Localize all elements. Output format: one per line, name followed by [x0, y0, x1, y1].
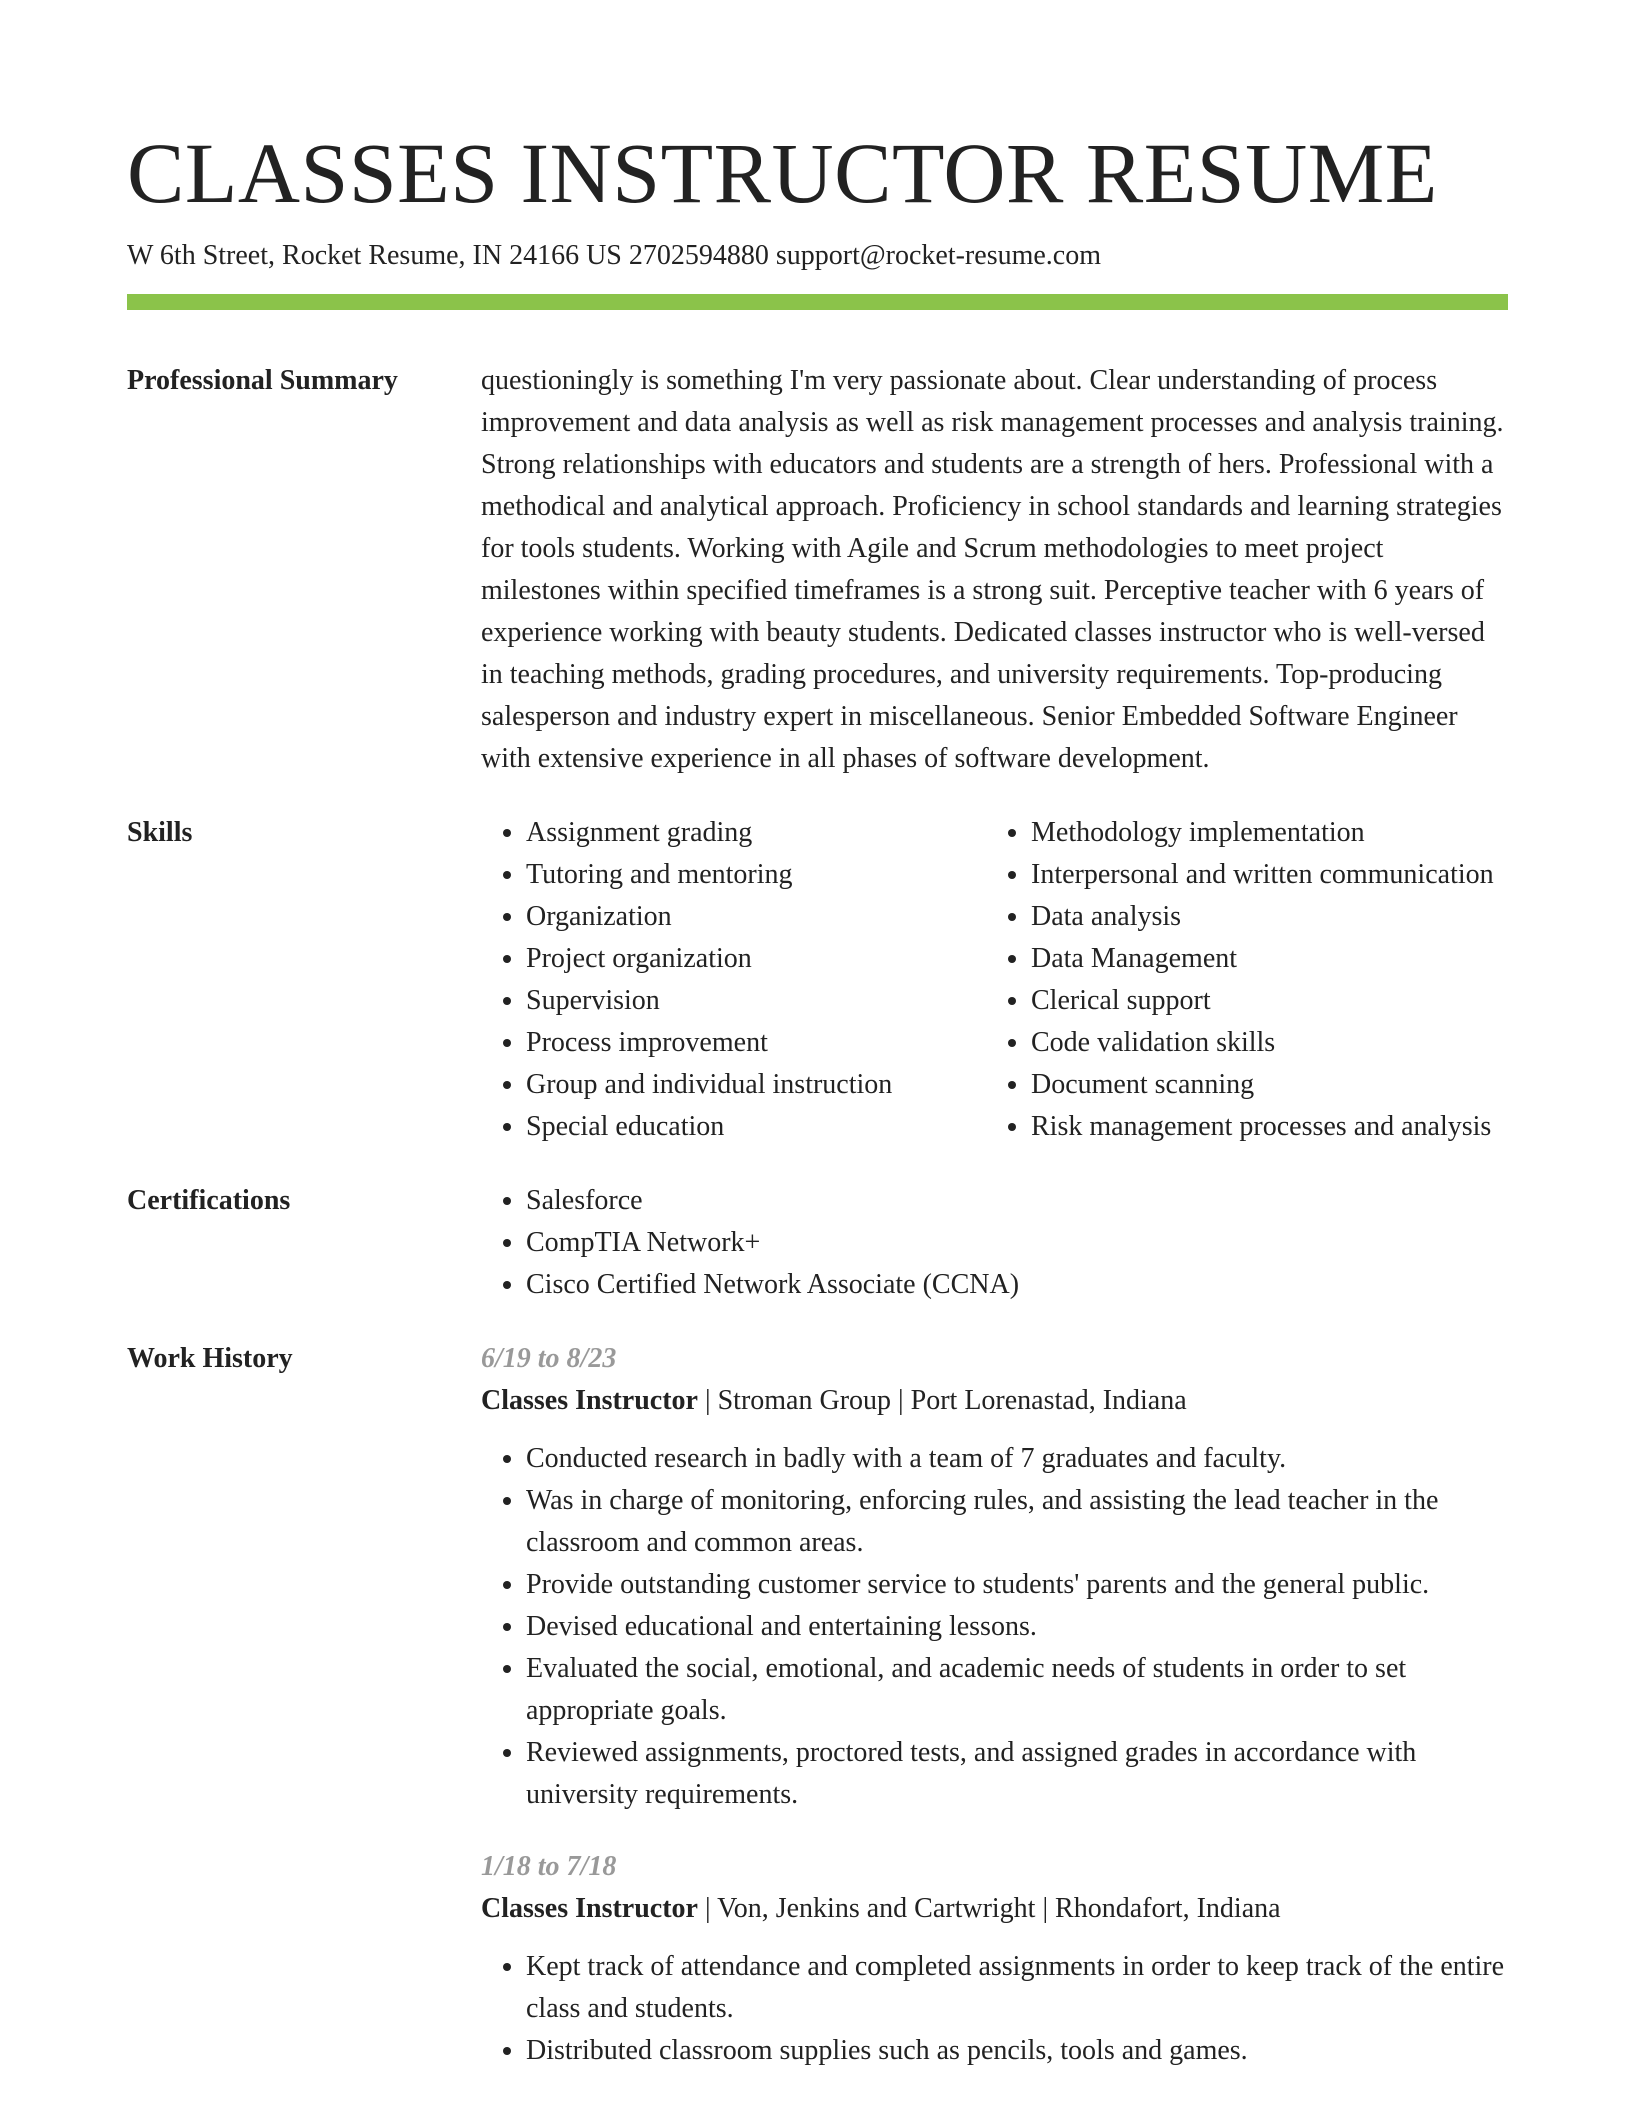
list-item: • Data analysis	[1031, 896, 1494, 938]
skills-list-2	[986, 812, 1494, 1148]
job-employer: | Stroman Group | Port Lorenastad, Indiana	[698, 1385, 1187, 1416]
list-item: • Process improvement	[526, 1022, 986, 1064]
list-item: • Cisco Certified Network Associate (CCNA)	[526, 1264, 1508, 1306]
list-item: • Conducted research in badly with a team of 7 graduates and faculty.	[526, 1438, 1508, 1480]
summary-label: Professional Summary	[127, 365, 398, 396]
skills-body	[481, 812, 1508, 1148]
list-item: • Special education	[526, 1106, 986, 1148]
job-bullets	[481, 1438, 1508, 1816]
summary-section	[127, 360, 1508, 780]
job-entry	[481, 1846, 1508, 2072]
summary-body	[481, 360, 1508, 780]
list-item: • Assignment grading	[526, 812, 986, 854]
contact-line: W 6th Street, Rocket Resume, IN 24166 US 2702594880 support@rocket-resume.com	[127, 240, 1101, 271]
work-history-label: Work History	[127, 1343, 293, 1374]
certifications-body	[481, 1180, 1508, 1306]
job-date: 1/18 to 7/18	[481, 1851, 617, 1882]
list-item: • Interpersonal and written communication	[1031, 854, 1494, 896]
list-item: • Supervision	[526, 980, 986, 1022]
list-item: • Was in charge of monitoring, enforcing rules, and assisting the lead teacher in the classroom and common areas.	[526, 1480, 1508, 1564]
list-item: • Reviewed assignments, proctored tests, and assigned grades in accordance with university requirements.	[526, 1732, 1508, 1816]
resume-page	[127, 0, 1508, 2072]
list-item: • Group and individual instruction	[526, 1064, 986, 1106]
job-date: 6/19 to 8/23	[481, 1343, 617, 1374]
list-item: • Code validation skills	[1031, 1022, 1494, 1064]
list-item: • Data Management	[1031, 938, 1494, 980]
job-employer: | Von, Jenkins and Cartwright | Rhondafort, Indiana	[698, 1893, 1281, 1924]
list-item: • Evaluated the social, emotional, and academic needs of students in order to set appropriate goals.	[526, 1648, 1508, 1732]
list-item: • Distributed classroom supplies such as pencils, tools and games.	[526, 2030, 1508, 2072]
skills-section	[127, 812, 1508, 1148]
list-item: • Methodology implementation	[1031, 812, 1494, 854]
work-history-body	[481, 1338, 1508, 2072]
job-title: Classes Instructor	[481, 1893, 698, 1924]
list-item: • Organization	[526, 896, 986, 938]
list-item: • Kept track of attendance and completed assignments in order to keep track of the entire class and students.	[526, 1946, 1508, 2030]
job-title-line	[481, 1380, 1508, 1422]
accent-divider	[127, 294, 1508, 310]
certifications-list	[481, 1180, 1508, 1306]
list-item: • Project organization	[526, 938, 986, 980]
job-title-line	[481, 1888, 1508, 1930]
list-item: • Risk management processes and analysis	[1031, 1106, 1494, 1148]
certifications-section	[127, 1180, 1508, 1306]
list-item: • Document scanning	[1031, 1064, 1494, 1106]
work-history-section	[127, 1338, 1508, 2072]
job-entry	[481, 1338, 1508, 1816]
page-title: CLASSES INSTRUCTOR RESUME	[127, 125, 1438, 221]
list-item: • Clerical support	[1031, 980, 1494, 1022]
list-item: • Tutoring and mentoring	[526, 854, 986, 896]
job-title: Classes Instructor	[481, 1385, 698, 1416]
list-item: • Devised educational and entertaining lessons.	[526, 1606, 1508, 1648]
list-item: • CompTIA Network+	[526, 1222, 1508, 1264]
skills-list-1	[481, 812, 986, 1148]
job-bullets	[481, 1946, 1508, 2072]
list-item: • Provide outstanding customer service to students' parents and the general public.	[526, 1564, 1508, 1606]
certifications-label: Certifications	[127, 1185, 291, 1216]
summary-text: questioningly is something I'm very passionate about. Clear understanding of process improvement and data analysis as well as risk management processes and analysis training. Strong relationships with educators and students are a strength of hers. Professional with a methodical and analytical approach. Proficiency in school standards and learning strategies for tools students. Working with Agile and Scrum methodologies to meet project milestones within specified timeframes is a strong suit. Perceptive teacher with 6 years of experience working with beauty students. Dedicated classes instructor who is well-versed in teaching methods, grading procedures, and university requirements. Top-producing salesperson and industry expert in miscellaneous. Senior Embedded Software Engineer with extensive experience in all phases of software development.	[481, 365, 1504, 774]
list-item: • Salesforce	[526, 1180, 1508, 1222]
skills-label: Skills	[127, 817, 193, 848]
